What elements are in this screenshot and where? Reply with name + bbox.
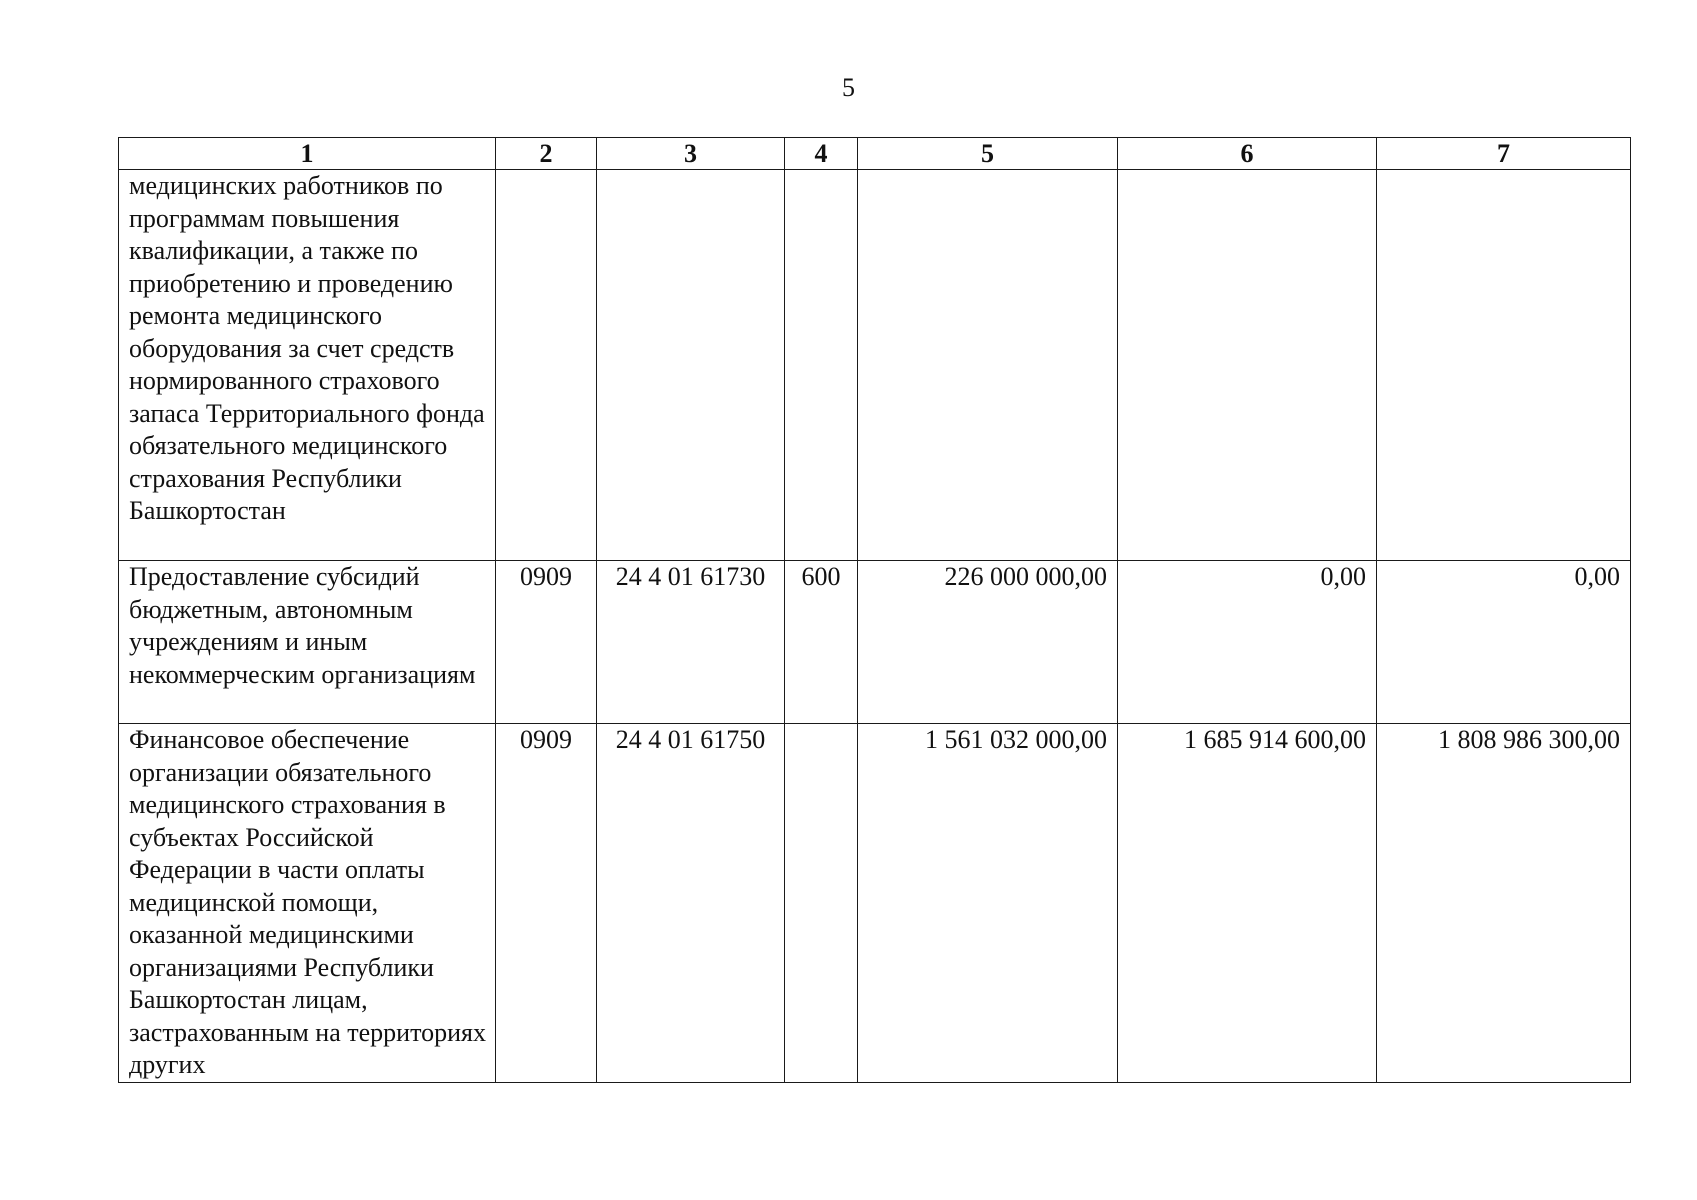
row-sum-year2 [1118,170,1377,561]
header-col-3: 3 [597,138,785,170]
row-target-article: 24 4 01 61750 [597,724,785,1083]
header-col-7: 7 [1377,138,1631,170]
row-description: медицинских работников по программам повышения квалификации, а также по приобретению и проведению ремонта медицинского оборудования за счет средств нормированного страхового запаса Территориального фонда обязательного медицинского страхования Республики Башкортостан [119,170,496,561]
table-row [119,724,1631,1083]
row-description: Финансовое обеспечение организации обязательного медицинского страхования в субъектах Российской Федерации в части оплаты медицинской помощи, оказанной медицинскими организациями Республики Башкортостан лицам, застрахованным на территориях других [119,724,496,1083]
row-sum-year3: 1 808 986 300,00 [1377,724,1631,1083]
row-sum-year3 [1377,170,1631,561]
row-expense-type [785,170,858,561]
row-sum-year1: 1 561 032 000,00 [858,724,1118,1083]
row-expense-type: 600 [785,561,858,724]
row-sum-year2: 1 685 914 600,00 [1118,724,1377,1083]
header-col-6: 6 [1118,138,1377,170]
row-sum-year3: 0,00 [1377,561,1631,724]
table-row [119,561,1631,724]
row-expense-type [785,724,858,1083]
row-sum-year2: 0,00 [1118,561,1377,724]
row-sum-year1 [858,170,1118,561]
header-col-5: 5 [858,138,1118,170]
header-col-2: 2 [496,138,597,170]
header-col-1: 1 [119,138,496,170]
row-section: 0909 [496,561,597,724]
row-section [496,170,597,561]
budget-table [118,137,1631,1083]
row-sum-year1: 226 000 000,00 [858,561,1118,724]
row-section: 0909 [496,724,597,1083]
row-description: Предоставление субсидий бюджетным, автономным учреждениям и иным некоммерческим организациям [119,561,496,724]
table-header-row [119,138,1631,170]
page-number: 5 [842,73,855,102]
row-target-article [597,170,785,561]
header-col-4: 4 [785,138,858,170]
table-row [119,170,1631,561]
row-target-article: 24 4 01 61730 [597,561,785,724]
